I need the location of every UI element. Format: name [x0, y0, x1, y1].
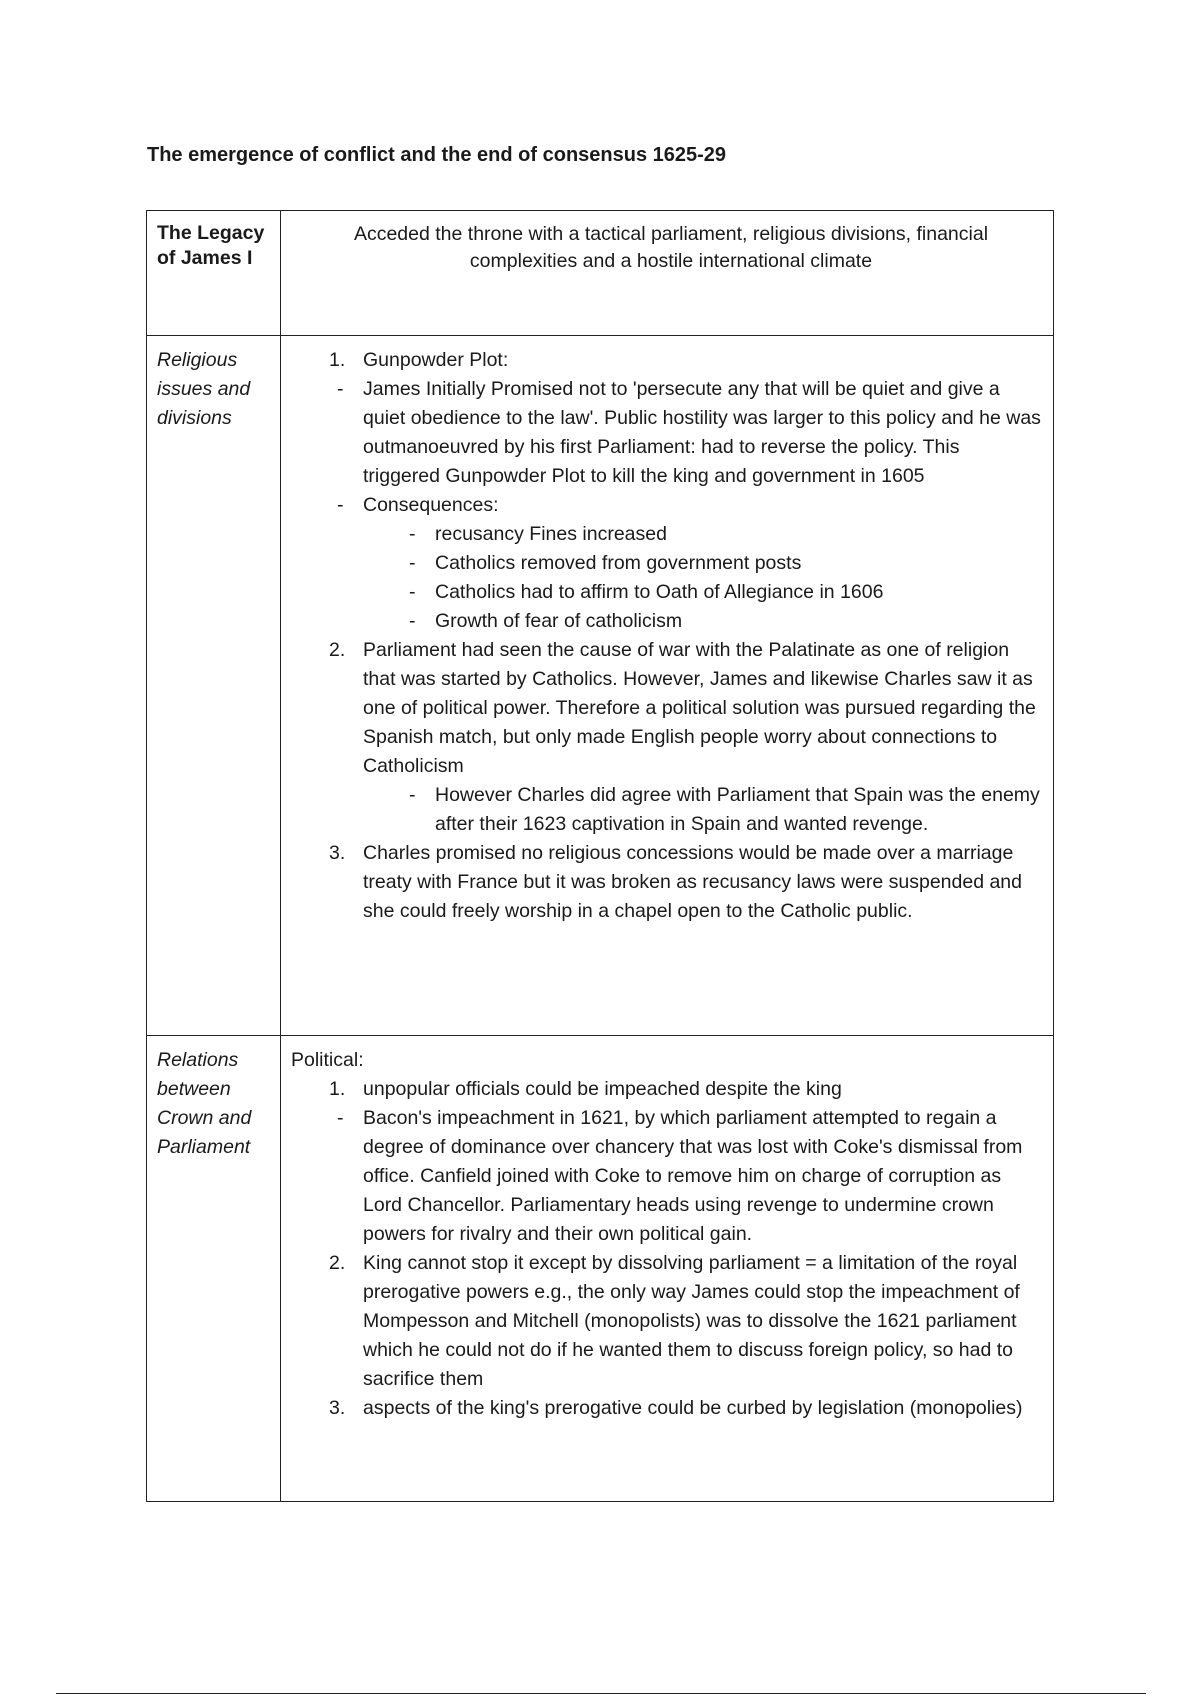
list-item-text: Catholics had to affirm to Oath of Allegiance in 1606 — [435, 581, 884, 603]
sub-bullet-item — [291, 781, 1041, 839]
table-row-relations — [147, 1036, 1054, 1502]
list-marker: - — [337, 378, 344, 400]
numbered-item — [291, 346, 1041, 375]
list-item-text: Bacon's impeachment in 1621, by which parliament attempted to regain a degree of dominance over chancery that was lost with Coke's dismissal from office. Canfield joined with Coke to remove him on charge of corruption as Lord Chancellor. Parliamentary heads using revenge to undermine crown powers for rivalry and their own political gain. — [363, 1107, 1023, 1245]
list-marker: - — [337, 494, 344, 516]
list-item-text: unpopular officials could be impeached despite the king — [363, 1078, 842, 1100]
numbered-item — [291, 1249, 1041, 1394]
numbered-item — [291, 1394, 1041, 1423]
row-content-cell — [281, 336, 1054, 1036]
bullet-item — [291, 491, 1041, 520]
list-item-text: Growth of fear of catholicism — [435, 610, 683, 632]
list-item-text: Gunpowder Plot: — [363, 349, 509, 371]
list-marker: 1. — [329, 349, 346, 371]
list-item-text: aspects of the king's prerogative could be curbed by legislation (monopolies) — [363, 1397, 1023, 1419]
relations-list — [291, 1075, 1041, 1423]
list-item-text: Parliament had seen the cause of war with the Palatinate as one of religion that was started by Catholics. However, James and likewise Charles saw it as one of political power. Therefore a political solution was pursued regarding the Spanish match, but only made English people worry about connections to Catholicism — [363, 639, 1036, 777]
list-item-text: King cannot stop it except by dissolving parliament = a limitation of the royal prerogative powers e.g., the only way James could stop the impeachment of Mompesson and Mitchell (monopolists) was to dissolve the 1621 parliament which he could not do if he wanted them to discuss foreign policy, so had to sacrifice them — [363, 1252, 1020, 1390]
notes-table — [146, 210, 1054, 1502]
document-title: The emergence of conflict and the end of consensus 1625-29 — [147, 144, 727, 166]
list-marker: 2. — [329, 1252, 346, 1274]
list-marker: 2. — [329, 639, 346, 661]
list-item-text: Catholics removed from government posts — [435, 552, 802, 574]
list-marker: 3. — [329, 1397, 346, 1419]
religious-list — [291, 346, 1041, 926]
sub-bullet-item — [291, 549, 1041, 578]
sub-bullet-item — [291, 578, 1041, 607]
list-marker: 3. — [329, 842, 346, 864]
numbered-item — [291, 636, 1041, 781]
list-marker: 1. — [329, 1078, 346, 1100]
list-item-text: James Initially Promised not to 'persecute any that will be quiet and give a quiet obedience to the law'. Public hostility was larger to this policy and he was outmanoeuvred by his first Parliament: had to reverse the policy. This triggered Gunpowder Plot to kill the king and government in 1605 — [363, 378, 1041, 487]
list-marker: - — [409, 784, 416, 806]
row-label-legacy: The Legacy of James I — [157, 222, 265, 269]
list-item-text: Consequences: — [363, 494, 499, 516]
table-row-religious — [147, 336, 1054, 1036]
row-label-cell — [147, 336, 281, 1036]
list-marker: - — [409, 610, 416, 632]
list-marker: - — [409, 552, 416, 574]
list-item-text: Charles promised no religious concessions would be made over a marriage treaty with France but it was broken as recusancy laws were suspended and she could freely worship in a chapel open to the Catholic public. — [363, 842, 1023, 922]
section-heading: Political: — [291, 1049, 364, 1071]
row-content-cell — [281, 1036, 1054, 1502]
legacy-intro-text: Acceded the throne with a tactical parliament, religious divisions, financial complexities and a hostile international climate — [353, 223, 989, 272]
footer-divider — [56, 1693, 1146, 1694]
row-label-relations: Relations between Crown and Parliament — [157, 1049, 252, 1158]
table-row-legacy — [147, 211, 1054, 336]
list-item-text: recusancy Fines increased — [435, 523, 667, 545]
list-marker: - — [409, 523, 416, 545]
list-item-text: However Charles did agree with Parliament that Spain was the enemy after their 1623 captivation in Spain and wanted revenge. — [435, 784, 1040, 835]
row-content-cell — [281, 211, 1054, 336]
numbered-item — [291, 839, 1041, 926]
row-label-cell — [147, 211, 281, 336]
list-marker: - — [337, 1107, 344, 1129]
sub-bullet-item — [291, 607, 1041, 636]
row-label-cell — [147, 1036, 281, 1502]
sub-bullet-item — [291, 520, 1041, 549]
list-marker: - — [409, 581, 416, 603]
numbered-item — [291, 1075, 1041, 1104]
row-label-religious: Religious issues and divisions — [157, 349, 251, 429]
bullet-item — [291, 1104, 1041, 1249]
bullet-item — [291, 375, 1041, 491]
